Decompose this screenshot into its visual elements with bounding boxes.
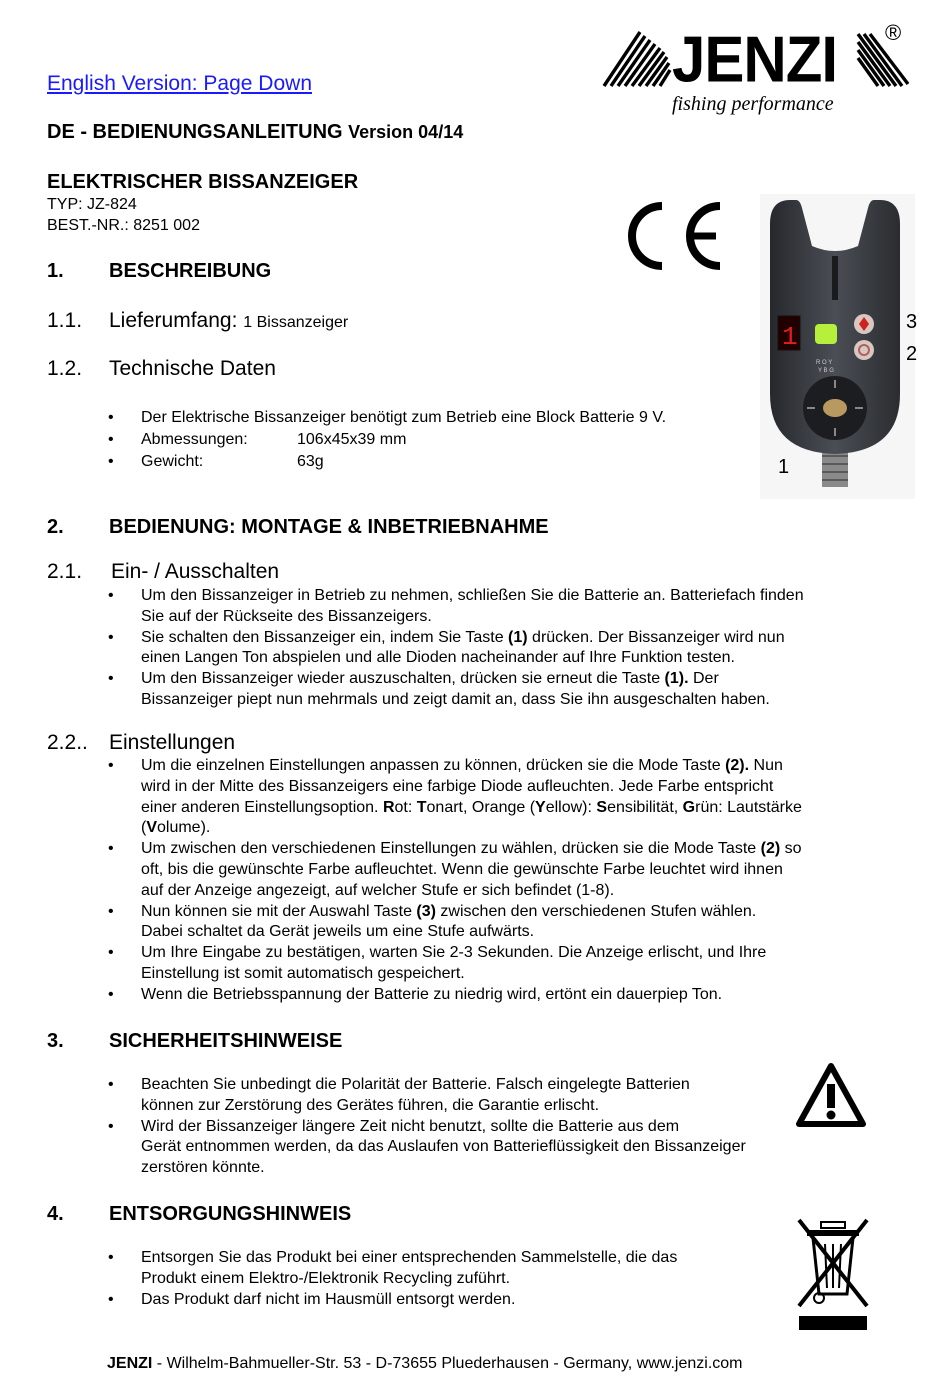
- text-line: ot:: [394, 798, 417, 816]
- footer: [107, 1355, 743, 1373]
- spec-weight: [141, 451, 741, 473]
- text-line: Um die einzelnen Einstellungen anpassen zu können, drücken sie die Mode Taste: [141, 757, 726, 774]
- section-3-number: 3.: [47, 1030, 64, 1052]
- list-item: [141, 943, 886, 985]
- text-line: Wenn die Betriebsspannung der Batterie zu niedrig wird, ertönt ein dauerpiep Ton.: [141, 985, 723, 1003]
- text-line: Nun können sie mit der Auswahl Taste: [141, 902, 417, 920]
- spec-weight-value: 63g: [297, 453, 324, 470]
- text-line: Um den Bissanzeiger wieder auszuschalten, drücken sie erneut die Taste: [141, 670, 665, 688]
- order-number: BEST.-NR.: 8251 002: [47, 217, 200, 234]
- section-4-number: 4.: [47, 1203, 64, 1225]
- section-2-2-number: 2.2..: [47, 731, 88, 754]
- list-item: [141, 985, 886, 1006]
- document-title: [47, 121, 463, 144]
- button-ref: (1).: [664, 670, 689, 688]
- section-1-title: BESCHREIBUNG: [109, 260, 272, 282]
- text-line: Bissanzeiger piept nun mehrmals und zeigt damit an, dass Sie ihn ausgeschalten haben.: [141, 690, 770, 708]
- english-version-link[interactable]: English Version: Page Down: [47, 72, 312, 95]
- text-line: Das Produkt darf nicht im Hausmüll entsorgt werden.: [141, 1290, 516, 1308]
- crossed-bin-icon: [795, 1218, 871, 1332]
- text-line: onart, Orange (: [426, 798, 536, 816]
- section-1-1-title: Lieferumfang:: [109, 309, 238, 332]
- spec-dimensions: [141, 429, 741, 451]
- callout-2: 2: [906, 343, 918, 365]
- spec-dimensions-key: Abmessungen:: [141, 431, 248, 448]
- footer-address: - Wilhelm-Bahmueller-Str. 53 - D-73655 Pluederhausen - Germany, www.jenzi.com: [152, 1355, 743, 1372]
- disposal-list: [141, 1248, 781, 1310]
- section-2-1-number: 2.1.: [47, 560, 83, 583]
- initial: V: [146, 819, 157, 837]
- list-item: [141, 1117, 831, 1179]
- section-2-2-title: Einstellungen: [109, 731, 236, 754]
- callout-3: 3: [906, 311, 918, 333]
- text-line: Entsorgen Sie das Produkt bei einer entsprechenden Sammelstelle, die das: [141, 1249, 678, 1266]
- list-item: [141, 902, 886, 944]
- section-2-number: 2.: [47, 516, 64, 538]
- text-line: Der: [688, 670, 719, 688]
- ce-mark-icon: [628, 200, 728, 272]
- button-ref: (1): [508, 628, 528, 646]
- safety-list: [141, 1075, 831, 1179]
- list-item: [141, 839, 886, 901]
- text-line: zerstören könnte.: [141, 1159, 265, 1177]
- text-line: zwischen den verschiedenen Stufen wählen.: [435, 902, 757, 920]
- button-ref: (3): [416, 902, 436, 920]
- spec-weight-key: Gewicht:: [141, 453, 204, 470]
- text-line: olume).: [157, 819, 211, 837]
- text-line: Einstellung ist somit automatisch gespeichert.: [141, 964, 465, 982]
- list-item: [141, 669, 886, 711]
- text-line: Produkt einem Elektro-/Elektronik Recycling zuführt.: [141, 1269, 511, 1287]
- svg-text:R O Y: R O Y: [816, 360, 833, 366]
- logo-brand-text: JENZI: [672, 23, 838, 96]
- button-ref: (2): [760, 840, 781, 858]
- text-line: ensibilität,: [607, 798, 683, 816]
- text-line: auf der Anzeige angezeigt, auf welcher Stufe er sich befindet (1-8).: [141, 881, 615, 899]
- text-line: Wird der Bissanzeiger längere Zeit nicht benutzt, sollte die Batterie aus dem: [141, 1117, 680, 1135]
- list-item: [141, 756, 886, 839]
- initial: Y: [535, 798, 546, 816]
- section-4-title: ENTSORGUNGSHINWEIS: [109, 1203, 352, 1225]
- text-line: Um Ihre Eingabe zu bestätigen, warten Sie 2-3 Sekunden. Die Anzeige erlischt, und Ihre: [141, 944, 767, 962]
- text-line: ellow):: [545, 798, 597, 816]
- text-line: einer anderen Einstellungsoption.: [141, 798, 383, 816]
- section-2-title: BEDIENUNG: MONTAGE & INBETRIEBNAHME: [109, 516, 549, 538]
- text-line: Sie schalten den Bissanzeiger ein, indem Sie Taste: [141, 628, 509, 646]
- text-line: Nun: [749, 757, 783, 774]
- section-1-1-heading: [109, 309, 348, 333]
- text-line: oft, bis die gewünschte Farbe aufleuchtet. Wenn die gewünschte Farbe leuchtet wird ihnen: [141, 860, 783, 878]
- settings-list: [141, 756, 886, 1006]
- text-line: so: [780, 840, 802, 858]
- list-item: [141, 586, 886, 628]
- logo-tagline: fishing performance: [672, 93, 834, 115]
- callout-1: 1: [778, 456, 790, 478]
- section-1-2-title: Technische Daten: [109, 357, 276, 380]
- list-item: [141, 1248, 781, 1290]
- svg-text:1: 1: [782, 322, 798, 352]
- section-2-1-title: Ein- / Ausschalten: [111, 560, 280, 583]
- document-version: Version 04/14: [348, 122, 464, 142]
- list-item: [141, 628, 886, 670]
- specs-list: [141, 407, 741, 473]
- section-1-1-number: 1.1.: [47, 309, 83, 332]
- list-item: [141, 1075, 831, 1117]
- spec-battery: • Der Elektrische Bissanzeiger benötigt zum Betrieb eine Block Batterie 9 V.: [141, 407, 741, 429]
- footer-brand: JENZI: [107, 1355, 153, 1372]
- text-line: Beachten Sie unbedingt die Polarität der Batterie. Falsch eingelegte Batterien: [141, 1076, 690, 1093]
- text-line: einen Langen Ton abspielen und alle Dioden nacheinander auf Ihre Funktion testen.: [141, 649, 735, 667]
- text-line: Gerät entnommen werden, da das Auslaufen von Batterieflüssigkeit den Bissanzeiger: [141, 1138, 746, 1156]
- text-line: Um den Bissanzeiger in Betrieb zu nehmen, schließen Sie die Batterie an. Batteriefach finden: [141, 587, 804, 604]
- jenzi-logo: [600, 20, 910, 124]
- button-ref: (2).: [725, 757, 750, 774]
- svg-text:Y B G: Y B G: [818, 368, 834, 374]
- text-line: wird in der Mitte des Bissanzeigers eine farbige Diode aufleuchten. Jede Farbe entspricht: [141, 777, 774, 795]
- section-1-number: 1.: [47, 260, 64, 282]
- bite-alarm-device-image: [760, 194, 918, 499]
- text-line: (: [141, 819, 147, 837]
- text-line: rün: Lautstärke: [695, 798, 802, 816]
- registered-mark: ®: [885, 20, 902, 45]
- section-3-title: SICHERHEITSHINWEISE: [109, 1030, 343, 1052]
- section-1-2-number: 1.2.: [47, 357, 83, 380]
- initial: T: [416, 798, 427, 816]
- product-type: TYP: JZ-824: [47, 196, 137, 213]
- section-1-1-value: 1 Bissanzeiger: [243, 314, 349, 331]
- list-item: [141, 1290, 781, 1311]
- product-title: ELEKTRISCHER BISSANZEIGER: [47, 171, 359, 193]
- initial: S: [596, 798, 608, 816]
- initial: G: [682, 798, 696, 816]
- text-line: können zur Zerstörung des Gerätes führen, die Garantie erlischt.: [141, 1096, 600, 1114]
- text-line: Sie auf der Rückseite des Bissanzeigers.: [141, 607, 432, 625]
- text-line: Um zwischen den verschiedenen Einstellungen zu wählen, drücken sie die Mode Taste: [141, 840, 761, 858]
- initial: R: [382, 798, 395, 816]
- warning-triangle-icon: [795, 1062, 867, 1130]
- text-line: Dabei schaltet da Gerät jeweils um eine Stufe aufwärts.: [141, 923, 535, 941]
- text-line: drücken. Der Bissanzeiger wird nun: [527, 628, 785, 646]
- on-off-list: [141, 586, 886, 711]
- document-title-main: DE - BEDIENUNGSANLEITUNG: [47, 121, 343, 143]
- spec-dimensions-value: 106x45x39 mm: [297, 431, 407, 448]
